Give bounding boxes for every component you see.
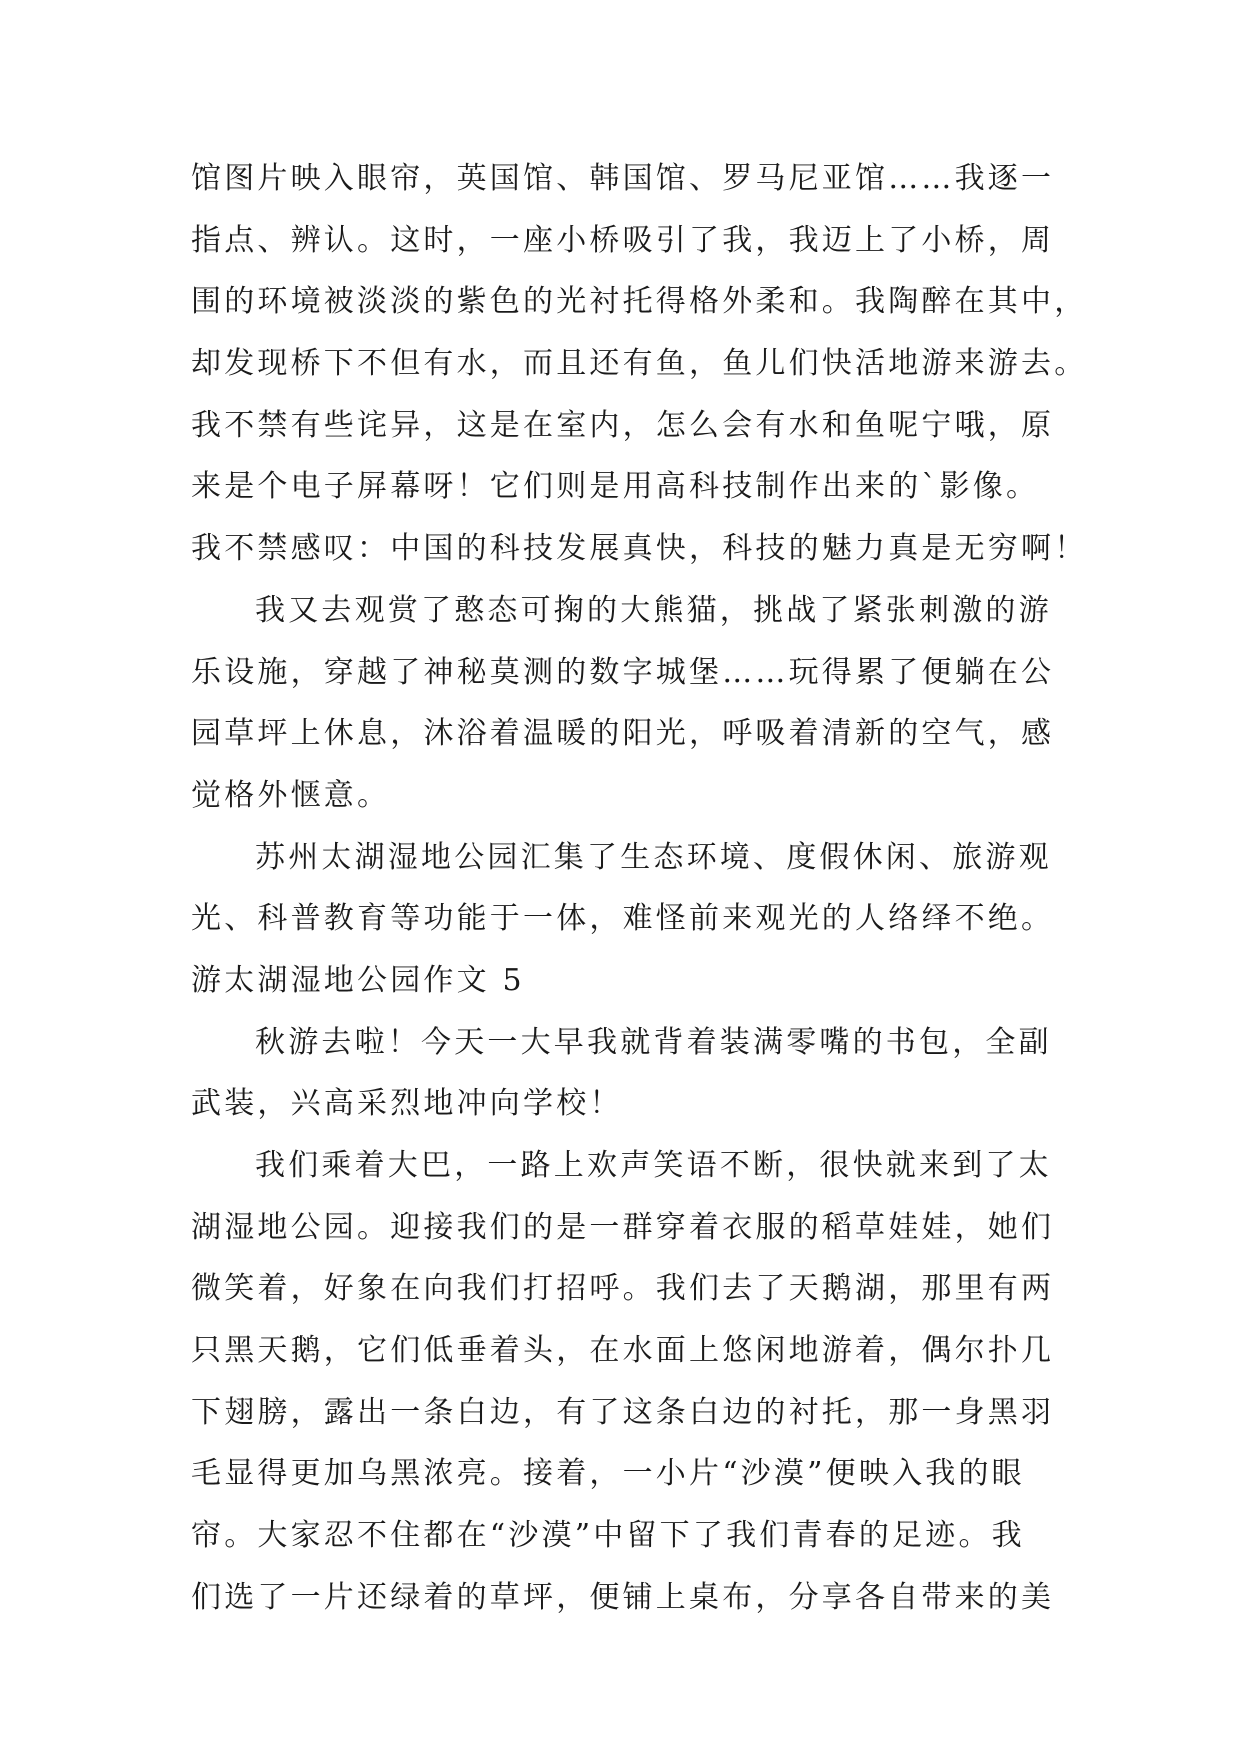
- text-line: 我不禁有些诧异，这是在室内，怎么会有水和鱼呢宁哦，原: [191, 407, 1055, 443]
- text-line: 指点、辨认。这时，一座小桥吸引了我，我迈上了小桥，周: [191, 222, 1055, 258]
- text-line: 来是个电子屏幕呀！它们则是用高科技制作出来的`影像。: [191, 469, 1040, 505]
- text-line: 下翅膀，露出一条白边，有了这条白边的衬托，那一身黑羽: [191, 1394, 1055, 1430]
- text-line: 光、科普教育等功能于一体，难怪前来观光的人络绎不绝。: [191, 901, 1055, 937]
- text-line: 毛显得更加乌黑浓亮。接着，一小片“沙漠”便映入我的眼: [191, 1456, 1025, 1492]
- essay-body: [191, 148, 1091, 1629]
- text-line: 乐设施，穿越了神秘莫测的数字城堡……玩得累了便躺在公: [191, 654, 1055, 690]
- text-line: 只黑天鹅，它们低垂着头，在水面上悠闲地游着，偶尔扑几: [191, 1333, 1055, 1369]
- text-line: 馆图片映入眼帘，英国馆、韩国馆、罗马尼亚馆……我逐一: [191, 161, 1055, 196]
- text-line: 武装，兴高采烈地冲向学校！: [191, 1086, 623, 1122]
- paragraph-start-line: 我又去观赏了憨态可掬的大熊猫，挑战了紧张刺激的游: [255, 592, 1052, 628]
- text-line: 帘。大家忍不住都在“沙漠”中留下了我们青春的足迹。我: [191, 1518, 1025, 1554]
- text-line: 湖湿地公园。迎接我们的是一群穿着衣服的稻草娃娃，她们: [191, 1209, 1055, 1245]
- text-line: 微笑着，好象在向我们打招呼。我们去了天鹅湖，那里有两: [191, 1271, 1055, 1307]
- text-line: 我不禁感叹：中国的科技发展真快，科技的魅力真是无穷啊！: [191, 531, 1088, 567]
- text-line: 觉格外惬意。: [191, 777, 391, 813]
- paragraph-start-line: 秋游去啦！今天一大早我就背着装满零嘴的书包，全副: [255, 1024, 1052, 1060]
- paragraph-start-line: 苏州太湖湿地公园汇集了生态环境、度假休闲、旅游观: [255, 839, 1052, 875]
- text-line: 围的环境被淡淡的紫色的光衬托得格外柔和。我陶醉在其中，: [191, 284, 1088, 320]
- paragraph-start-line: 我们乘着大巴，一路上欢声笑语不断，很快就来到了太: [255, 1148, 1052, 1183]
- section-heading: 游太湖湿地公园作文 5: [191, 962, 525, 998]
- text-line: 园草坪上休息，沐浴着温暖的阳光，呼吸着清新的空气，感: [191, 716, 1055, 752]
- text-line: 们选了一片还绿着的草坪，便铺上桌布，分享各自带来的美: [191, 1579, 1055, 1615]
- text-line: 却发现桥下不但有水，而且还有鱼，鱼儿们快活地游来游去。: [191, 346, 1088, 382]
